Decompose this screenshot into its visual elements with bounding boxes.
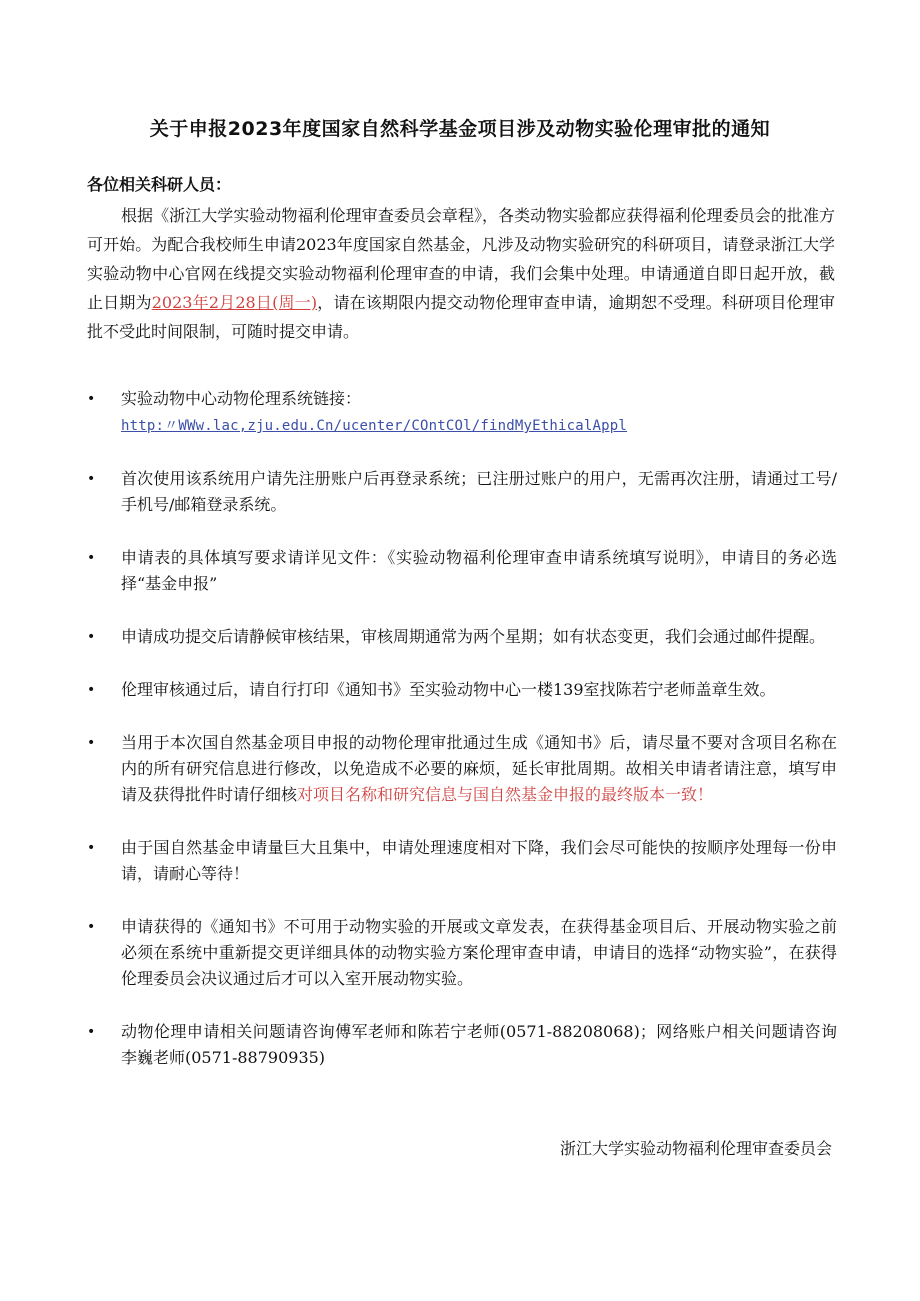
deadline-date: 2023年2月28日(周一) — [151, 293, 318, 312]
list-item — [87, 466, 837, 518]
list-item — [87, 677, 837, 703]
highlight-text: 对项目名称和研究信息与国自然基金申报的最终版本一致！ — [297, 785, 714, 804]
list-item-text: 实验动物中心动物伦理系统链接： — [121, 389, 362, 408]
bullet-icon: • — [87, 735, 96, 751]
list-item-text: 动物伦理申请相关问题请咨询傅军老师和陈若宁老师(0571-88208068)；网络账户相关问题请咨询李巍老师(0571-88790935) — [121, 1022, 837, 1067]
bullet-icon: • — [87, 391, 96, 407]
bullet-icon: • — [87, 550, 96, 566]
intro-paragraph — [87, 201, 835, 346]
intro-text-continued: ，请在该期限内提交动物伦理审查申请，逾期恕不受理。科研项目伦理审批不受此时间限制，可随时提交申请。 — [87, 293, 835, 341]
list-item-text: 申请获得的《通知书》不可用于动物实验的开展或文章发表，在获得基金项目后、开展动物实验之前必须在系统中重新提交更详细具体的动物实验方案伦理审查申请，申请目的选择“动物实验”，在获得伦理委员会决议通过后才可以入室开展动物实验。 — [121, 917, 837, 988]
list-item-text: 申请成功提交后请静候审核结果，审核周期通常为两个星期；如有状态变更，我们会通过邮件提醒。 — [121, 627, 826, 646]
bullet-icon: • — [87, 471, 96, 487]
salutation: 各位相关科研人员： — [87, 175, 232, 194]
list-item — [87, 545, 837, 597]
list-item-text: 申请表的具体填写要求请详见文件：《实验动物福利伦理审查申请系统填写说明》，申请目的务必选择“基金申报” — [121, 548, 837, 593]
bullet-icon: • — [87, 840, 96, 856]
list-item-text: 首次使用该系统用户请先注册账户后再登录系统；已注册过账户的用户，无需再次注册，请通过工号/手机号/邮箱登录系统。 — [121, 469, 837, 514]
list-item — [87, 730, 837, 808]
list-item-text: 当用于本次国自然基金项目申报的动物伦理审批通过生成《通知书》后，请尽量不要对含项目名称在内的所有研究信息进行修改，以免造成不必要的麻烦，延长审批周期。故相关申请者请注意，填写申请及获得批件时请仔细核 — [121, 733, 837, 804]
signature: 浙江大学实验动物福利伦理审查委员会 — [559, 1139, 832, 1158]
list-item — [87, 914, 837, 992]
ethics-system-link[interactable]: http:〃WWw.lac,zju.edu.Cn/ucenter/COntCOl/findMyEthicalAppl — [121, 418, 628, 434]
list-item-text: 由于国自然基金申请量巨大且集中，申请处理速度相对下降，我们会尽可能快的按顺序处理每一份申请，请耐心等待！ — [121, 838, 837, 883]
notice-list — [87, 386, 837, 1098]
list-item — [87, 1019, 837, 1071]
bullet-icon: • — [87, 919, 96, 935]
list-item — [87, 835, 837, 887]
page-title: 关于申报2023年度国家自然科学基金项目涉及动物实验伦理审批的通知 — [149, 118, 771, 140]
bullet-icon: • — [87, 1024, 96, 1040]
intro-text: 根据《浙江大学实验动物福利伦理审查委员会章程》，各类动物实验都应获得福利伦理委员会的批准方可开始。为配合我校师生申请2023年度国家自然基金，凡涉及动物实验研究的科研项目，请登录浙江大学实验动物中心官网在线提交实验动物福利伦理审查的申请，我们会集中处理。申请通道自即日起开放，截止日期为 — [87, 206, 835, 312]
bullet-icon: • — [87, 682, 96, 698]
list-item — [87, 386, 837, 439]
list-item — [87, 624, 837, 650]
list-item-text: 伦理审核通过后，请自行打印《通知书》至实验动物中心一楼139室找陈若宁老师盖章生效。 — [121, 680, 776, 699]
bullet-icon: • — [87, 629, 96, 645]
